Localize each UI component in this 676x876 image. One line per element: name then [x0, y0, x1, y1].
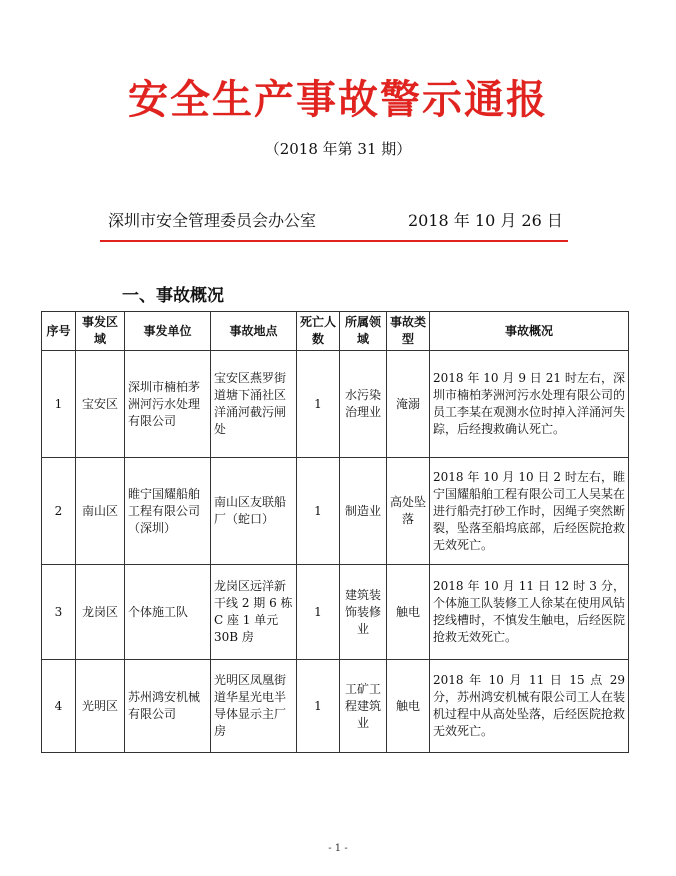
- col-header-area: 事发区域: [76, 312, 125, 351]
- issuing-office: 深圳市安全管理委员会办公室: [108, 211, 317, 230]
- row-unit: 睢宁国耀船舶工程有限公司（深圳）: [125, 458, 211, 565]
- row-summary: 2018 年 10 月 11 日 15 点 29 分，苏州鸿安机械有限公司工人在装机过程中从高处坠落，后经医院抢救无效死亡。: [430, 660, 629, 753]
- page-number: - 1 -: [328, 843, 348, 854]
- row-area: 龙岗区: [76, 565, 125, 660]
- row-area: 南山区: [76, 458, 125, 565]
- row-unit: 苏州鸿安机械有限公司: [125, 660, 211, 753]
- table-row: [42, 565, 629, 660]
- row-unit: 个体施工队: [125, 565, 211, 660]
- row-location: 南山区友联船厂（蛇口）: [211, 458, 297, 565]
- row-summary: 2018 年 10 月 11 日 12 时 3 分，个体施工队装修工人徐某在使用风钻挖线槽时，不慎发生触电，后经医院抢救无效死亡。: [430, 565, 629, 660]
- header-divider: [100, 240, 568, 242]
- row-field: 水污染治理业: [340, 351, 387, 458]
- row-field: 建筑装饰装修业: [340, 565, 387, 660]
- table-row: [42, 351, 629, 458]
- row-unit: 深圳市楠柏茅洲河污水处理有限公司: [125, 351, 211, 458]
- row-deaths: 1: [297, 565, 340, 660]
- row-area: 光明区: [76, 660, 125, 753]
- col-header-location: 事故地点: [211, 312, 297, 351]
- row-no: 2: [42, 458, 76, 565]
- row-type: 触电: [387, 660, 430, 753]
- row-type: 淹溺: [387, 351, 430, 458]
- col-header-unit: 事发单位: [125, 312, 211, 351]
- col-header-no: 序号: [42, 312, 76, 351]
- row-type: 高处坠落: [387, 458, 430, 565]
- table-row: [42, 660, 629, 753]
- table-row: [42, 458, 629, 565]
- col-header-field: 所属领域: [340, 312, 387, 351]
- issue-date: 2018 年 10 月 26 日: [408, 211, 563, 230]
- row-location: 龙岗区远洋新干线 2 期 6 栋 C 座 1 单元 30B 房: [211, 565, 297, 660]
- row-no: 4: [42, 660, 76, 753]
- row-field: 制造业: [340, 458, 387, 565]
- col-header-deaths: 死亡人数: [297, 312, 340, 351]
- accident-table: [41, 311, 629, 753]
- row-type: 触电: [387, 565, 430, 660]
- row-deaths: 1: [297, 660, 340, 753]
- issue-number: （2018 年第 31 期）: [264, 140, 412, 158]
- row-deaths: 1: [297, 351, 340, 458]
- col-header-summary: 事故概况: [430, 312, 629, 351]
- row-no: 1: [42, 351, 76, 458]
- row-summary: 2018 年 10 月 10 日 2 时左右，睢宁国耀船舶工程有限公司工人吴某在进行船壳打砂工作时，因绳子突然断裂，坠落至船坞底部，后经医院抢救无效死亡。: [430, 458, 629, 565]
- row-deaths: 1: [297, 458, 340, 565]
- row-area: 宝安区: [76, 351, 125, 458]
- report-title: 安全生产事故警示通报: [128, 76, 548, 123]
- col-header-type: 事故类型: [387, 312, 430, 351]
- table-header-row: [42, 312, 629, 351]
- row-location: 光明区凤凰街道华星光电半导体显示主厂房: [211, 660, 297, 753]
- row-summary: 2018 年 10 月 9 日 21 时左右，深圳市楠柏茅洲河污水处理有限公司的员工李某在观测水位时掉入洋涌河失踪，后经搜救确认死亡。: [430, 351, 629, 458]
- row-location: 宝安区燕罗街道塘下涌社区洋涌河截污闸处: [211, 351, 297, 458]
- row-no: 3: [42, 565, 76, 660]
- row-field: 工矿工程建筑业: [340, 660, 387, 753]
- section-title: 一、事故概况: [122, 286, 224, 306]
